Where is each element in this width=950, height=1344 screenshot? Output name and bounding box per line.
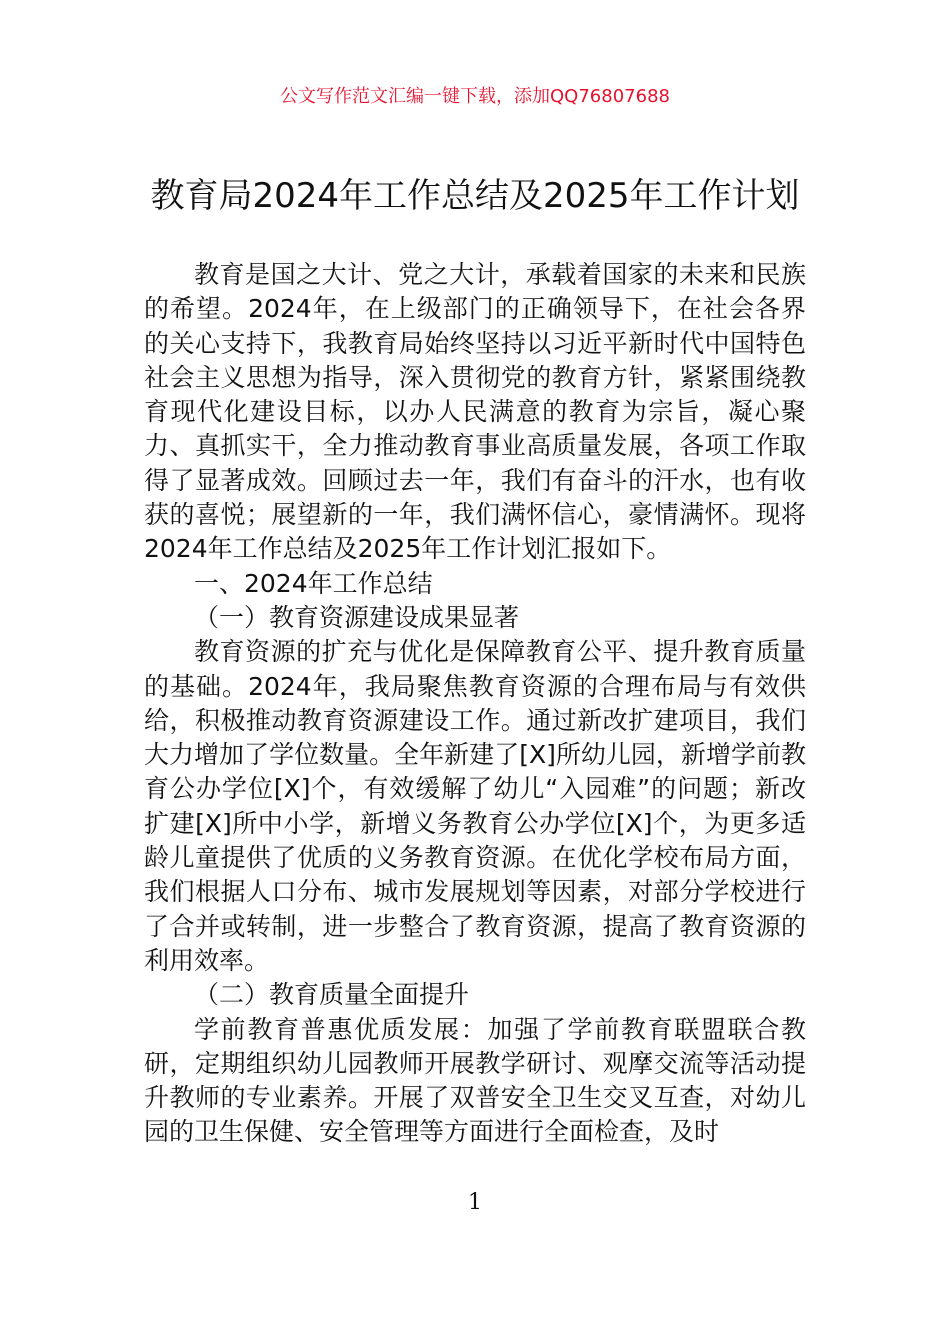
promo-banner: 公文写作范文汇编一键下载，添加QQ76807688 xyxy=(280,86,670,107)
subsection-heading-2: （二）教育质量全面提升 xyxy=(194,980,470,1010)
document-title: 教育局2024年工作总结及2025年工作计划 xyxy=(150,176,800,216)
resources-paragraph: 教育资源的扩充与优化是保障教育公平、提升教育质量的基础。2024年，我局聚焦教育资源的合理布局与有效供给，积极推动教育资源建设工作。通过新改扩建项目，我们大力增加了学位数量。全年新建了[X]所幼儿园，新增学前教育公办学位[X]个，有效缓解了幼儿“入园难”的问题；新改扩建[X]所中小学，新增义务教育公办学位[X]个，为更多适龄儿童提供了优质的义务教育资源。在优化学校布局方面，我们根据人口分布、城市发展规划等因素，对部分学校进行了合并或转制，进一步整合了教育资源，提高了教育资源的利用效率。 xyxy=(144,637,806,975)
document-body xyxy=(144,258,806,1150)
section-heading-1: 一、2024年工作总结 xyxy=(194,568,433,598)
preschool-paragraph: 学前教育普惠优质发展：加强了学前教育联盟联合教研，定期组织幼儿园教师开展教学研讨、观摩交流等活动提升教师的专业素养。开展了双普安全卫生交叉互查，对幼儿园的卫生保健、安全管理等方面进行全面检查，及时 xyxy=(144,1014,806,1147)
subsection-heading-1: （一）教育资源建设成果显著 xyxy=(194,602,520,632)
page-number: 1 xyxy=(468,1190,482,1215)
intro-paragraph: 教育是国之大计、党之大计，承载着国家的未来和民族的希望。2024年，在上级部门的正确领导下，在社会各界的关心支持下，我教育局始终坚持以习近平新时代中国特色社会主义思想为指导，深入贯彻党的教育方针，紧紧围绕教育现代化建设目标，以办人民满意的教育为宗旨，凝心聚力、真抓实干，全力推动教育事业高质量发展，各项工作取得了显著成效。回顾过去一年，我们有奋斗的汗水，也有收获的喜悦；展望新的一年，我们满怀信心，豪情满怀。现将2024年工作总结及2025年工作计划汇报如下。 xyxy=(144,260,806,564)
